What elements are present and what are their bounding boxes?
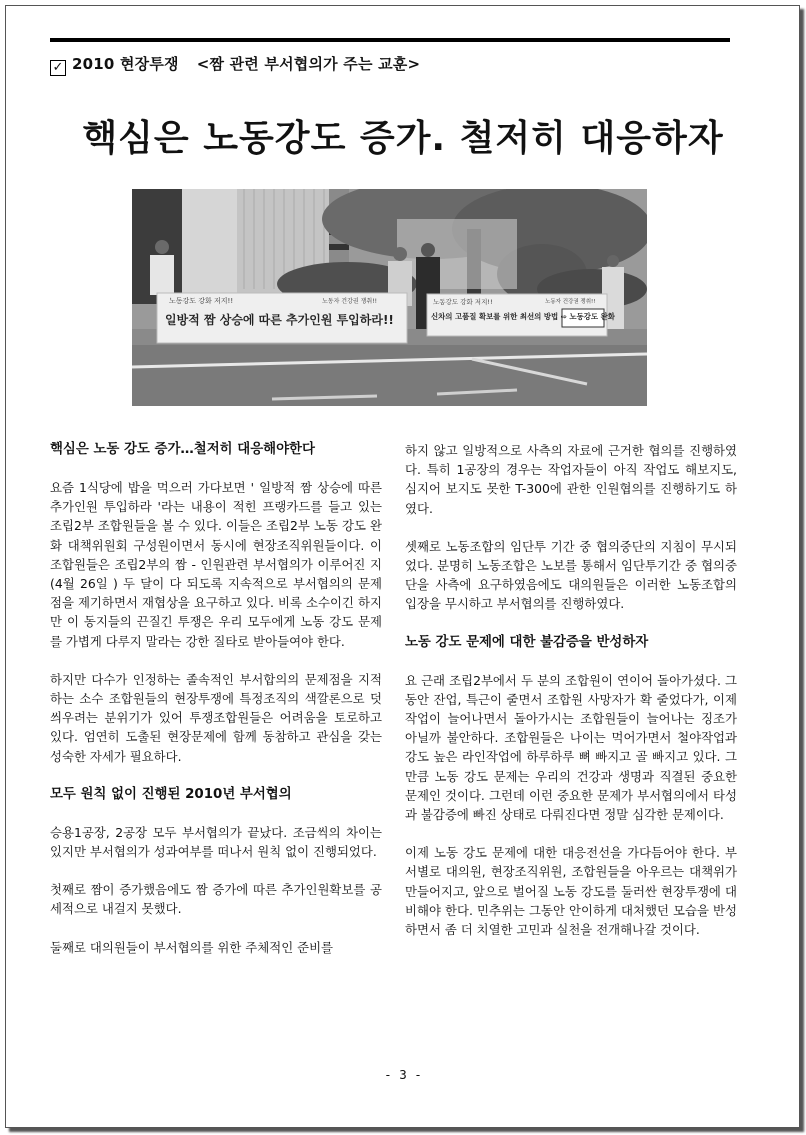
banner-left-top: 노동강도 강화 저지!! — [169, 297, 234, 305]
section-subtitle: <짬 관련 부서협의가 주는 교훈> — [196, 55, 421, 73]
paragraph: 요 근래 조립2부에서 두 분의 조합원이 연이어 돌아가셨다. 그동안 잔업, 특근이 줄면서 조합원 사망자가 확 줄었다가, 이제 작업이 늘어나면서 돌아가시는 조합원들이 늘어나는 징조가 아닐까 불안하다. 조합원들은 나이는 먹어가면서 철야작업과 강도 높은 라인작업에 하루하루 뼈 빠지고 골 빠지고 있다. 그만큼 노동 강도 문제는 우리의 건강과 생명과 직결된 중요한 문제인 것이다. 그런데 이런 중요한 문제가 부서협의에서 타성과 불감증에 빠진 상태로 다뤄진다면 정말 심각한 문제이다. — [405, 672, 737, 823]
top-rule — [50, 38, 730, 42]
headline: 핵심은 노동강도 증가. 철저히 대응하자 — [82, 118, 724, 159]
protest-photo — [132, 189, 647, 406]
subheading-core-issue: 핵심은 노동 강도 증가…철저히 대응해야한다 — [50, 442, 315, 457]
section-label — [50, 53, 420, 76]
banner-right — [427, 294, 615, 336]
subheading-2010-negotiation: 모두 원칙 없이 진행된 2010년 부서협의 — [50, 786, 292, 802]
banner-left — [157, 293, 407, 343]
paragraph: 하지만 다수가 인정하는 졸속적인 부서합의의 문제점을 지적하는 소수 조합원들의 현장투쟁에 특정조직의 색깔론으로 덧씌우려는 분위기가 있어 투쟁조합원들은 어려움을 토로하고 있다. 엄연히 도출된 현장문제에 함께 동참하고 관심을 갖는 성숙한 자세가 필요하다. — [50, 671, 382, 764]
paragraph: 둘째로 대의원들이 부서협의를 위한 주체적인 준비를 — [50, 939, 334, 955]
section-title: 2010 현장투쟁 — [72, 55, 179, 73]
paragraph: 승용1공장, 2공장 모두 부서협의가 끝났다. 조금씩의 차이는 있지만 부서협의가 성과여부를 떠나서 원칙 없이 진행되었다. — [50, 824, 382, 860]
checkbox-checked-icon: ✓ — [50, 60, 66, 76]
page-number: - 3 - — [384, 1067, 422, 1082]
banner-right-top-right: 노동자 건강권 쟁취!! — [545, 299, 596, 305]
paragraph: 하지 않고 일방적으로 사측의 자료에 근거한 협의를 진행하였다. 특히 1공장의 경우는 작업자들이 아직 작업도 해보지도, 심지어 보지도 못한 T-300에 관한 인원협의를 진행하기도 하였다. — [405, 443, 737, 516]
banner-right-top: 노동강도 강화 저지!! — [433, 298, 493, 306]
banner-left-main: 일방적 짬 상승에 따른 추가인원 투입하라!! — [165, 313, 394, 327]
subheading-reflect: 노동 강도 문제에 대한 불감증을 반성하자 — [405, 634, 649, 650]
paragraph: 첫째로 짬이 증가했음에도 짬 증가에 따른 추가인원확보를 공세적으로 내걸지 못했다. — [50, 882, 382, 917]
paragraph: 요즘 1식당에 밥을 먹으러 가다보면 ' 일방적 짬 상승에 따른 추가인원 투입하라 '라는 내용이 적힌 프랭카드를 들고 있는 조립2부 조합원들을 볼 수 있다. 이들은 조립2부 노동 강도 완화 대책위원회 구성원이면서 동시에 현장조직위원들이다. 이 조합원들은 조립2부의 짬 - 인원관련 부서협의가 이루어진 지 (4월 26일 ) 두 달이 다 되도록 지속적으로 부서협의의 문제점을 제기하면서 재협상을 요구하고 있다. 비록 소수이긴 하지만 이 동지들의 끈질긴 투쟁은 우리 모두에게 노동 강도 문제를 가볍게 다루지 말라는 강한 질타로 받아들여야 한다. — [50, 480, 382, 649]
right-column — [405, 441, 737, 958]
left-column — [50, 440, 382, 976]
paragraph: 이제 노동 강도 문제에 대한 대응전선을 가다듬어야 한다. 부서별로 대의원, 현장조직위원, 조합원들을 아우르는 대책위가 만들어지고, 앞으로 벌어질 노동 강도를 둘러싼 현장투쟁에 대비해야 한다. 민추위는 그동안 안이하게 대처했던 모습을 반성하면서 좀 더 치열한 고민과 실천을 전개해나갈 것이다. — [405, 845, 737, 938]
banner-right-main: 신차의 고품질 확보를 위한 최선의 방법 ⇨ 노동강도 완화 — [431, 312, 615, 321]
banner-left-top-right: 노동자 건강권 쟁취!! — [322, 298, 377, 305]
paragraph: 셋째로 노동조합의 임단투 기간 중 협의중단의 지침이 무시되었다. 분명히 노동조합은 노보를 통해서 임단투기간 중 협의중단을 사측에 요구하였음에도 대의원들은 이러한 노동조합의 입장을 무시하고 부서협의를 진행하였다. — [405, 538, 737, 612]
